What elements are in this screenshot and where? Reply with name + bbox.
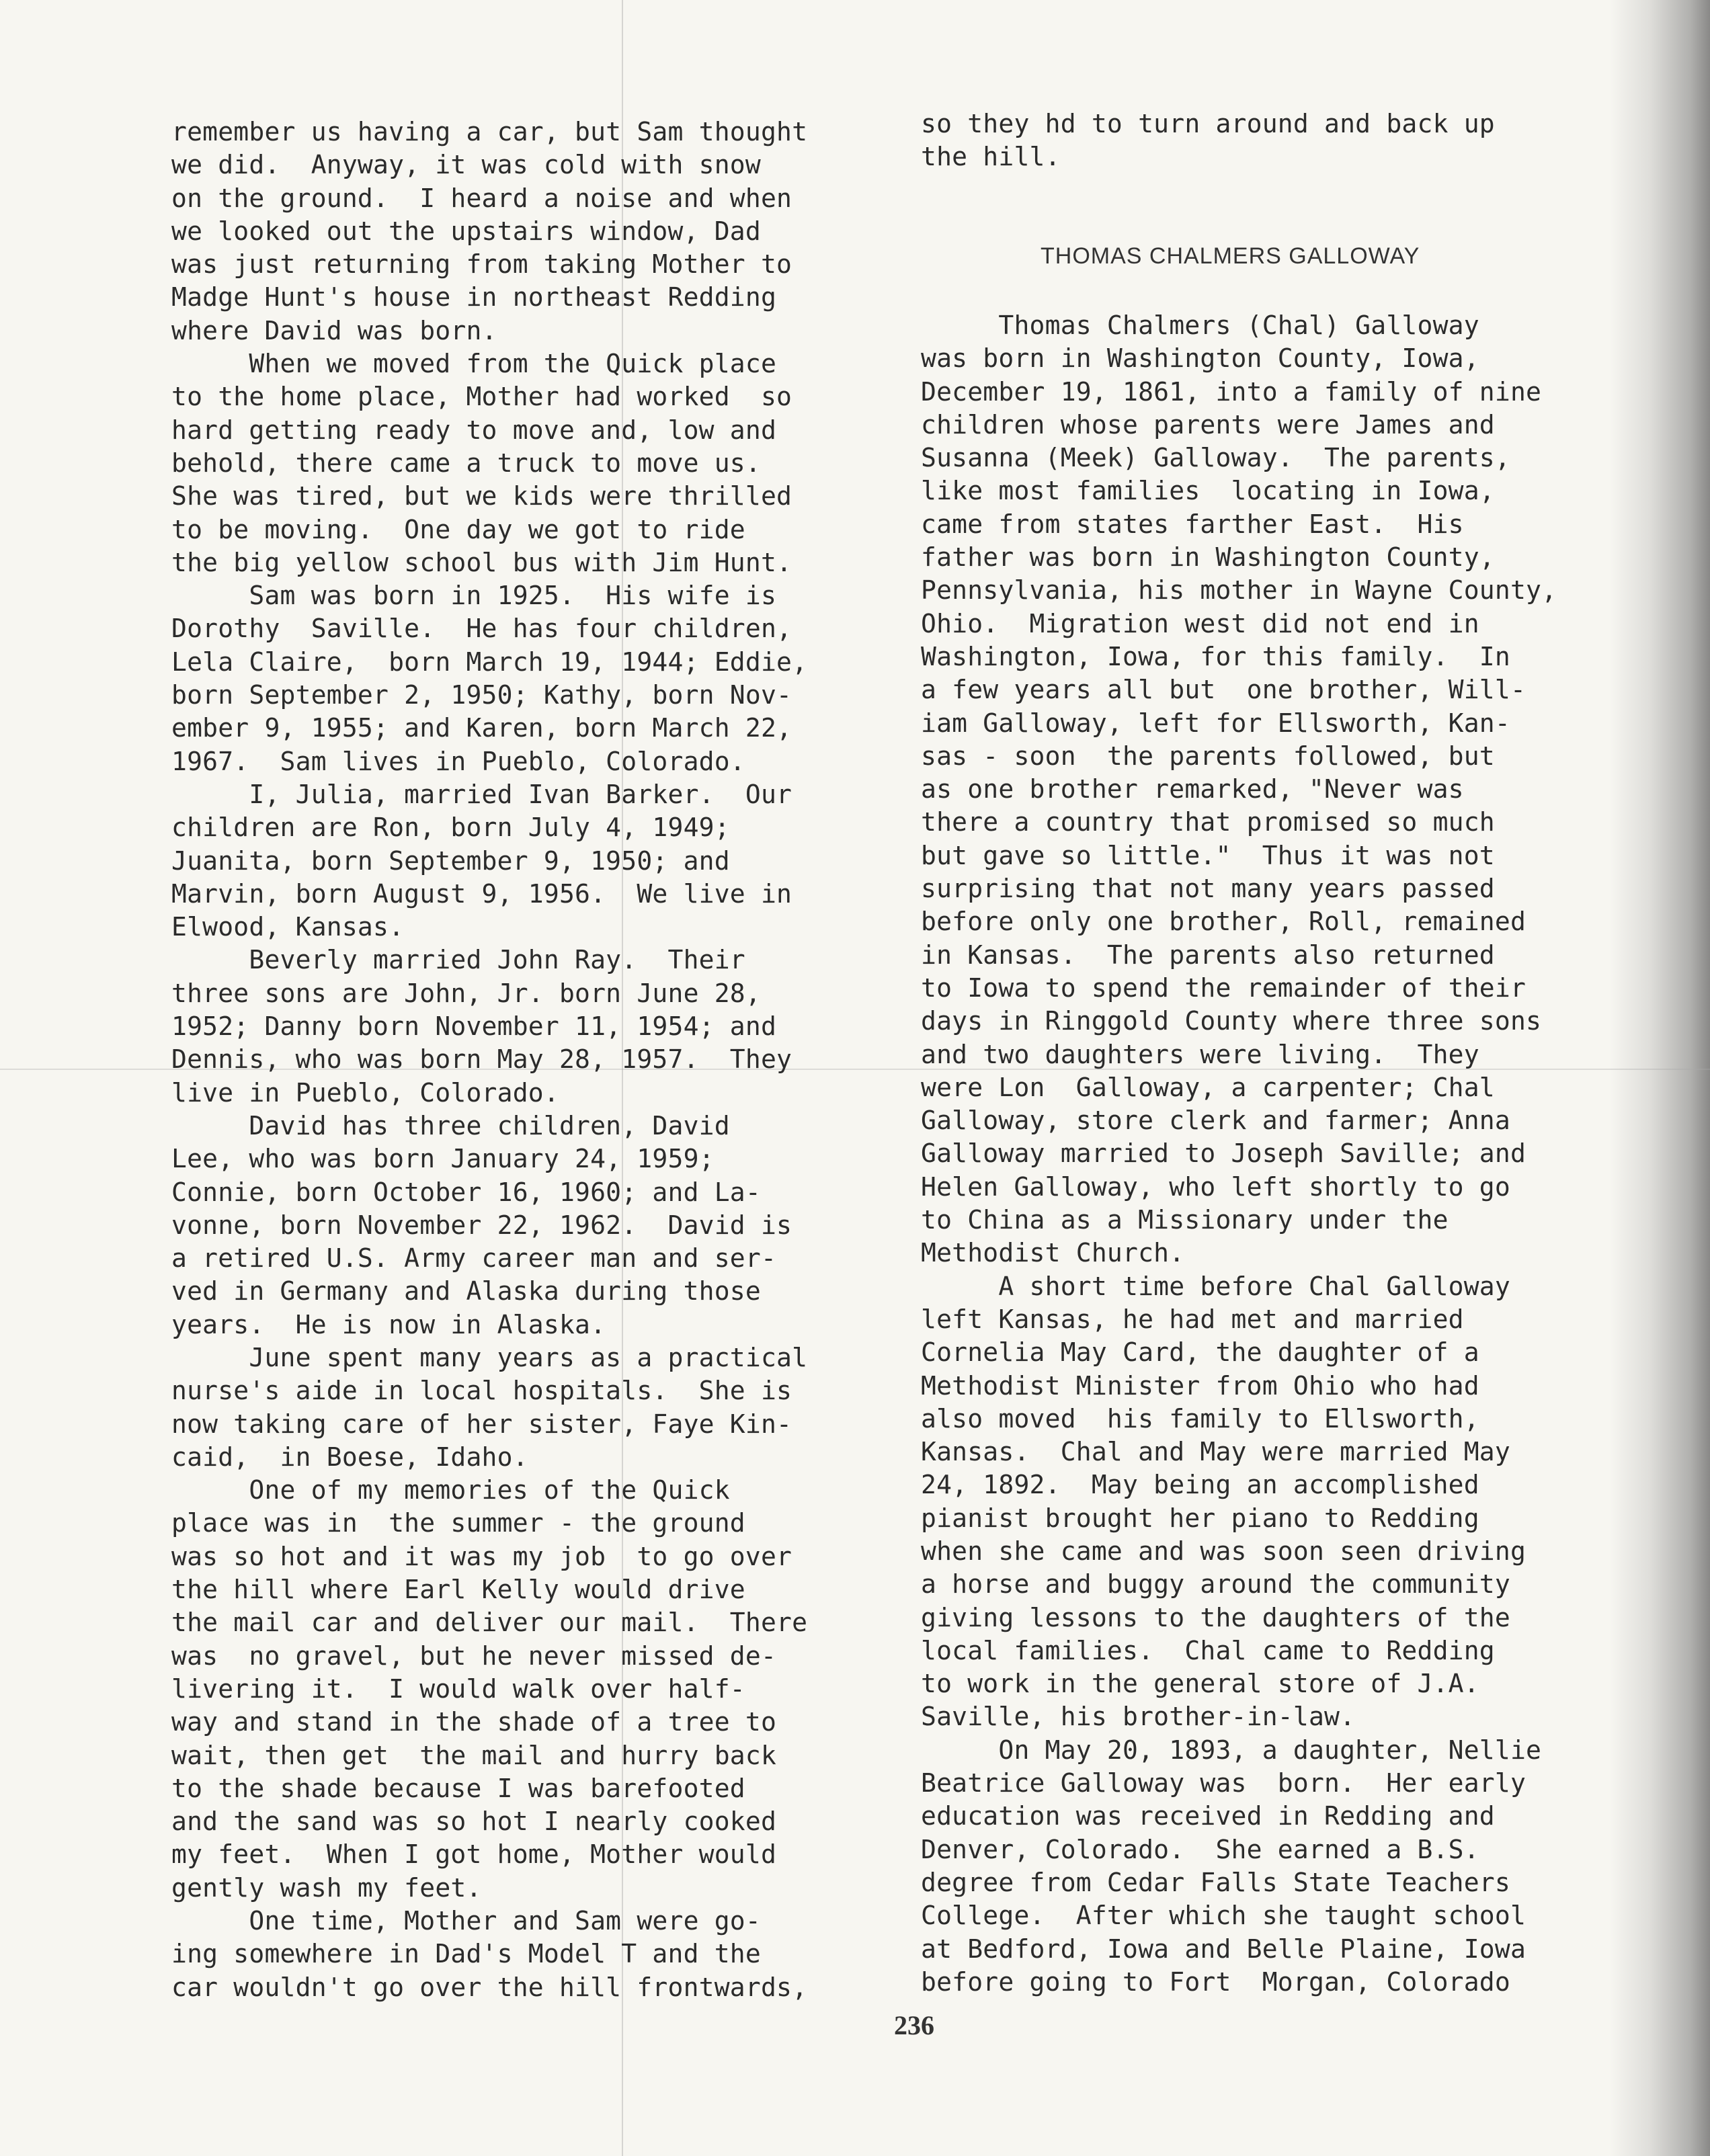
text-line: but gave so little." Thus it was not: [921, 840, 1495, 870]
text-line: vonne, born November 22, 1962. David is: [171, 1210, 792, 1240]
text-line: Lela Claire, born March 19, 1944; Eddie,: [171, 647, 808, 677]
text-line: caid, in Boese, Idaho.: [171, 1442, 528, 1472]
text-line: Washington, Iowa, for this family. In: [921, 641, 1510, 671]
text-line: ved in Germany and Alaska during those: [171, 1276, 761, 1307]
text-line: Galloway, store clerk and farmer; Anna: [921, 1106, 1510, 1136]
text-line: when she came and was soon seen driving: [921, 1536, 1526, 1566]
text-line: livering it. I would walk over half-: [171, 1673, 745, 1704]
text-line: children whose parents were James and: [921, 409, 1495, 440]
text-line: way and stand in the shade of a tree to: [171, 1707, 777, 1737]
text-line: years. He is now in Alaska.: [171, 1309, 606, 1339]
text-line: left Kansas, he had met and married: [921, 1304, 1464, 1334]
text-line: and two daughters were living. They: [921, 1039, 1479, 1069]
left-column: [171, 116, 897, 2004]
text-line: Saville, his brother-in-law.: [921, 1702, 1356, 1732]
page-number: 236: [894, 2010, 934, 2040]
text-line: Lee, who was born January 24, 1959;: [171, 1144, 715, 1174]
text-line: like most families locating in Iowa,: [921, 476, 1495, 506]
text-line: I, Julia, married Ivan Barker. Our: [171, 779, 792, 809]
text-line: to the shade because I was barefooted: [171, 1773, 745, 1803]
text-line: now taking care of her sister, Faye Kin-: [171, 1409, 792, 1439]
text-line: live in Pueblo, Colorado.: [171, 1077, 559, 1108]
text-line: 24, 1892. May being an accomplished: [921, 1470, 1479, 1500]
text-line: was no gravel, but he never missed de-: [171, 1641, 777, 1671]
text-line: so they hd to turn around and back up: [921, 109, 1495, 138]
text-line: David has three children, David: [171, 1110, 730, 1141]
text-line: giving lessons to the daughters of the: [921, 1602, 1510, 1632]
right-column-top: [921, 108, 1606, 174]
text-line: was so hot and it was my job to go over: [171, 1541, 792, 1571]
text-line: at Bedford, Iowa and Belle Plaine, Iowa: [921, 1934, 1526, 1964]
text-line: there a country that promised so much: [921, 807, 1495, 837]
text-line: the big yellow school bus with Jim Hunt.: [171, 547, 792, 577]
section-heading: THOMAS CHALMERS GALLOWAY: [1041, 243, 1420, 269]
text-line: to China as a Missionary under the: [921, 1205, 1449, 1235]
text-line: gently wash my feet.: [171, 1872, 482, 1903]
text-line: a horse and buggy around the community: [921, 1569, 1510, 1600]
text-line: the mail car and deliver our mail. There: [171, 1608, 808, 1638]
text-line: Denver, Colorado. She earned a B.S.: [921, 1834, 1479, 1864]
text-line: June spent many years as a practical: [171, 1342, 808, 1372]
right-column: [921, 309, 1606, 1999]
text-line: 1967. Sam lives in Pueblo, Colorado.: [171, 746, 745, 776]
text-line: degree from Cedar Falls State Teachers: [921, 1867, 1510, 1897]
text-line: Thomas Chalmers (Chal) Galloway: [921, 310, 1479, 340]
text-line: She was tired, but we kids were thrilled: [171, 481, 792, 511]
text-line: children are Ron, born July 4, 1949;: [171, 813, 730, 843]
text-line: Pennsylvania, his mother in Wayne County,: [921, 575, 1557, 606]
text-line: my feet. When I got home, Mother would: [171, 1839, 777, 1870]
text-line: three sons are John, Jr. born June 28,: [171, 978, 761, 1008]
text-line: Helen Galloway, who left shortly to go: [921, 1171, 1510, 1202]
page-edge-shadow: [1609, 0, 1710, 2156]
text-line: Beverly married John Ray. Their: [171, 945, 745, 975]
text-line: iam Galloway, left for Ellsworth, Kan-: [921, 708, 1510, 738]
text-line: where David was born.: [171, 315, 497, 345]
text-line: hard getting ready to move and, low and: [171, 415, 777, 445]
text-line: Susanna (Meek) Galloway. The parents,: [921, 443, 1510, 473]
text-line: Connie, born October 16, 1960; and La-: [171, 1177, 761, 1207]
text-line: to be moving. One day we got to ride: [171, 514, 745, 544]
text-line: Kansas. Chal and May were married May: [921, 1437, 1510, 1467]
text-line: Elwood, Kansas.: [171, 912, 405, 942]
text-line: pianist brought her piano to Redding: [921, 1503, 1479, 1533]
text-line: before going to Fort Morgan, Colorado: [921, 1966, 1510, 1997]
text-line: On May 20, 1893, a daughter, Nellie: [921, 1735, 1542, 1765]
text-line: local families. Chal came to Redding: [921, 1635, 1495, 1665]
text-line: a retired U.S. Army career man and ser-: [171, 1243, 777, 1274]
text-line: Juanita, born September 9, 1950; and: [171, 845, 730, 876]
text-line: place was in the summer - the ground: [171, 1508, 745, 1538]
text-line: born September 2, 1950; Kathy, born Nov-: [171, 680, 792, 710]
text-line: Madge Hunt's house in northeast Redding: [171, 282, 777, 313]
text-line: a few years all but one brother, Will-: [921, 675, 1526, 705]
text-line: wait, then get the mail and hurry back: [171, 1740, 777, 1770]
text-line: the hill.: [921, 142, 1061, 172]
text-line: to the home place, Mother had worked so: [171, 382, 792, 412]
text-line: and the sand was so hot I nearly cooked: [171, 1807, 777, 1837]
text-line: 1952; Danny born November 11, 1954; and: [171, 1011, 777, 1042]
text-line: remember us having a car, but Sam thought: [171, 117, 808, 147]
text-line: Marvin, born August 9, 1956. We live in: [171, 878, 792, 909]
text-line: sas - soon the parents followed, but: [921, 741, 1495, 771]
text-line: Methodist Minister from Ohio who had: [921, 1370, 1479, 1401]
text-line: Sam was born in 1925. His wife is: [171, 581, 777, 611]
text-line: Dorothy Saville. He has four children,: [171, 614, 792, 644]
text-line: we did. Anyway, it was cold with snow: [171, 150, 761, 180]
text-line: surprising that not many years passed: [921, 874, 1495, 904]
text-line: we looked out the upstairs window, Dad: [171, 216, 761, 246]
text-line: days in Ringgold County where three sons: [921, 1006, 1542, 1036]
text-line: before only one brother, Roll, remained: [921, 907, 1526, 937]
text-line: nurse's aide in local hospitals. She is: [171, 1376, 792, 1406]
text-line: also moved his family to Ellsworth,: [921, 1403, 1479, 1434]
text-line: Methodist Church.: [921, 1238, 1185, 1268]
text-line: came from states farther East. His: [921, 509, 1464, 539]
text-line: Beatrice Galloway was born. Her early: [921, 1768, 1526, 1798]
text-line: When we moved from the Quick place: [171, 349, 777, 379]
text-line: ember 9, 1955; and Karen, born March 22,: [171, 713, 792, 743]
text-line: were Lon Galloway, a carpenter; Chal: [921, 1072, 1495, 1102]
text-line: the hill where Earl Kelly would drive: [171, 1575, 745, 1605]
text-line: Cornelia May Card, the daughter of a: [921, 1337, 1479, 1368]
text-line: father was born in Washington County,: [921, 542, 1495, 573]
text-line: car wouldn't go over the hill frontwards,: [171, 1972, 808, 2002]
text-line: to Iowa to spend the remainder of their: [921, 972, 1526, 1003]
text-line: One of my memories of the Quick: [171, 1475, 730, 1505]
text-line: A short time before Chal Galloway: [921, 1271, 1510, 1301]
text-line: as one brother remarked, "Never was: [921, 774, 1464, 804]
text-line: One time, Mother and Sam were go-: [171, 1906, 761, 1936]
text-line: Ohio. Migration west did not end in: [921, 608, 1479, 638]
text-line: ing somewhere in Dad's Model T and the: [171, 1939, 761, 1969]
text-line: College. After which she taught school: [921, 1901, 1526, 1931]
text-line: on the ground. I heard a noise and when: [171, 183, 792, 213]
text-line: behold, there came a truck to move us.: [171, 448, 761, 478]
text-line: in Kansas. The parents also returned: [921, 940, 1495, 970]
text-line: education was received in Redding and: [921, 1801, 1495, 1831]
text-line: Galloway married to Joseph Saville; and: [921, 1138, 1526, 1169]
text-line: was born in Washington County, Iowa,: [921, 343, 1479, 374]
text-line: to work in the general store of J.A.: [921, 1669, 1479, 1699]
text-line: was just returning from taking Mother to: [171, 249, 792, 280]
text-line: Dennis, who was born May 28, 1957. They: [171, 1044, 792, 1075]
text-line: December 19, 1861, into a family of nine: [921, 376, 1542, 407]
